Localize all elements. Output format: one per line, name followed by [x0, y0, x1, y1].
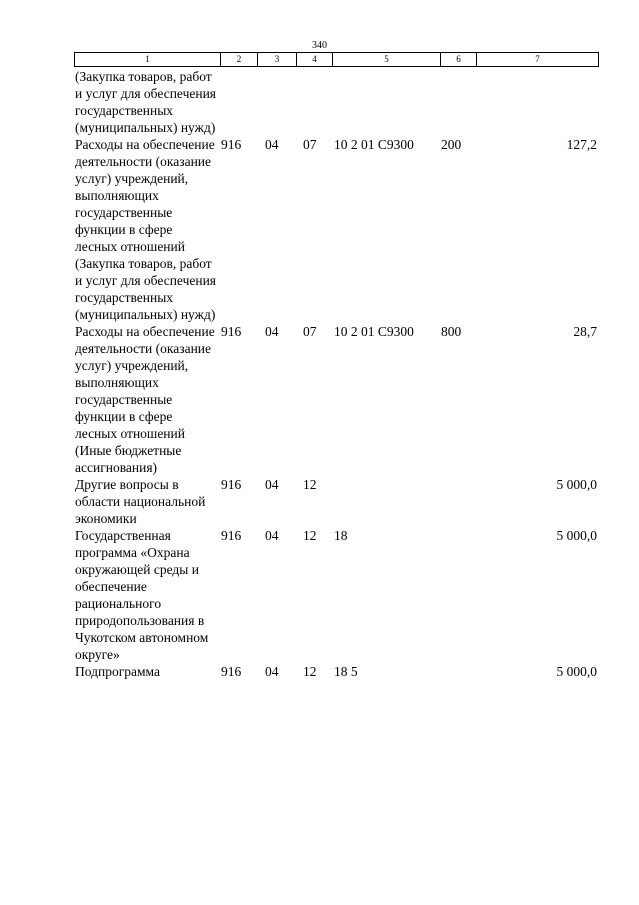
row-name: Расходы на обеспечение деятельности (оказание услуг) учреждений, выполняющих государственные функции в сфере лесных отношений (Закупка товаров, работ и услуг для обеспечения государственных (муниципальных) нужд) [75, 137, 217, 322]
row-subsection: 07 [303, 137, 317, 152]
row-amount: 5 000,0 [556, 477, 597, 492]
table-row [74, 323, 598, 476]
row-section: 04 [265, 528, 279, 543]
row-expense-type [440, 476, 476, 527]
row-expense-type: 800 [441, 324, 462, 339]
column-header-table [74, 52, 599, 67]
row-gov-code: 916 [221, 137, 242, 152]
row-expense-type [440, 663, 476, 680]
table-row [74, 663, 598, 680]
row-name: Государственная программа «Охрана окружающей среды и обеспечение рационального природопользования в Чукотском автономном округе» [75, 528, 209, 662]
column-header-4: 4 [297, 53, 333, 67]
table-row [74, 136, 598, 323]
row-amount [476, 68, 598, 136]
row-section [257, 68, 296, 136]
row-gov-code: 916 [221, 528, 242, 543]
row-amount: 5 000,0 [556, 664, 597, 679]
row-gov-code [220, 68, 257, 136]
table-row [74, 68, 598, 136]
row-name: Подпрограмма [75, 664, 160, 679]
row-expense-type [440, 68, 476, 136]
budget-table [74, 68, 598, 680]
row-amount: 5 000,0 [556, 528, 597, 543]
row-target-article: 18 5 [334, 664, 358, 679]
row-subsection: 12 [303, 477, 317, 492]
row-section: 04 [265, 664, 279, 679]
row-name: (Закупка товаров, работ и услуг для обеспечения государственных (муниципальных) нужд) [75, 69, 217, 135]
column-header-5: 5 [333, 53, 441, 67]
row-amount: 28,7 [573, 324, 597, 339]
row-gov-code: 916 [221, 477, 242, 492]
row-amount: 127,2 [566, 137, 597, 152]
row-subsection: 07 [303, 324, 317, 339]
row-section: 04 [265, 324, 279, 339]
row-name: Другие вопросы в области национальной экономики [75, 477, 206, 526]
page-number: 340 [312, 40, 327, 51]
table-row [74, 527, 598, 663]
row-section: 04 [265, 137, 279, 152]
column-header-1: 1 [75, 53, 221, 67]
row-target-article: 18 [334, 528, 348, 543]
row-name: Расходы на обеспечение деятельности (оказание услуг) учреждений, выполняющих государственные функции в сфере лесных отношений (Иные бюджетные ассигнования) [75, 324, 215, 475]
row-gov-code: 916 [221, 664, 242, 679]
row-target-article [332, 476, 440, 527]
row-expense-type: 200 [441, 137, 462, 152]
row-subsection [296, 68, 332, 136]
row-gov-code: 916 [221, 324, 242, 339]
row-target-article [332, 68, 440, 136]
row-target-article: 10 2 01 С9300 [334, 324, 414, 339]
row-subsection: 12 [303, 664, 317, 679]
column-header-6: 6 [441, 53, 477, 67]
row-subsection: 12 [303, 528, 317, 543]
column-header-7: 7 [477, 53, 599, 67]
row-section: 04 [265, 477, 279, 492]
column-header-row [75, 53, 599, 67]
column-header-3: 3 [258, 53, 297, 67]
column-header-2: 2 [221, 53, 258, 67]
row-expense-type [440, 527, 476, 663]
table-row [74, 476, 598, 527]
row-target-article: 10 2 01 С9300 [334, 137, 414, 152]
